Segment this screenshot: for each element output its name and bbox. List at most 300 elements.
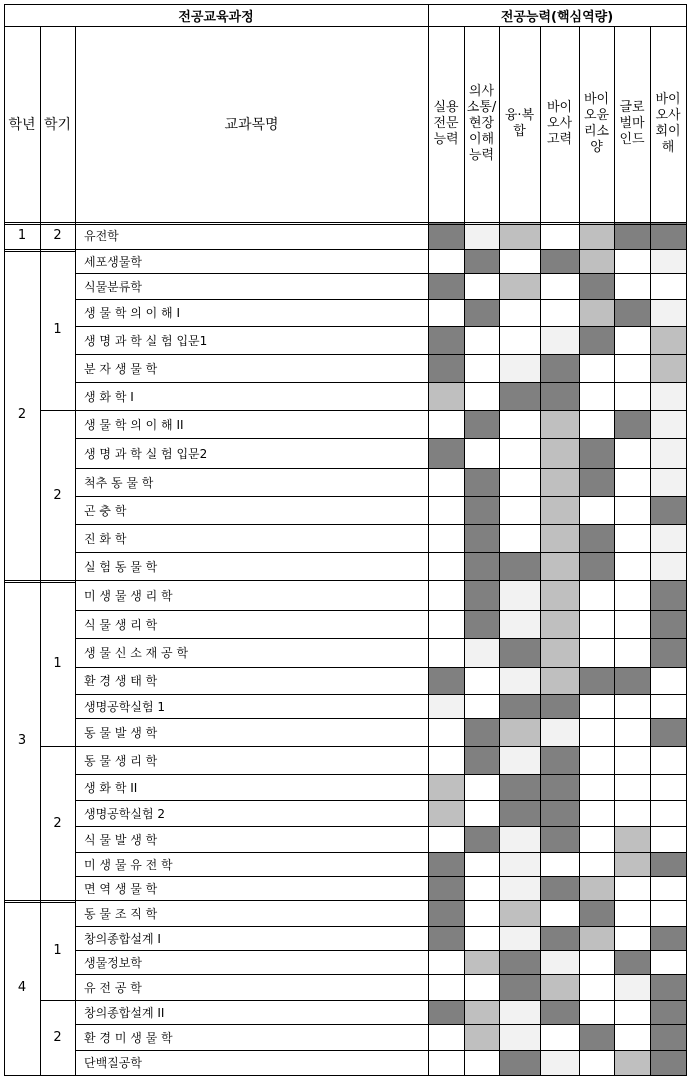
- grid-line: [4, 902, 75, 903]
- table-border: [4, 1075, 687, 1076]
- course-name: 동 물 생 리 학: [84, 753, 158, 768]
- grid-line: [75, 1050, 686, 1051]
- grid-line: [75, 667, 686, 668]
- competency-level-cell: [614, 746, 650, 774]
- course-name: 생 화 학 I: [84, 389, 134, 404]
- competency-level-cell: [499, 222, 540, 249]
- semester-label: 1: [53, 322, 62, 337]
- competency-level-cell: [614, 524, 650, 552]
- competency-level-cell: [650, 552, 686, 580]
- grid-line: [75, 694, 686, 695]
- competency-level-cell: [650, 950, 686, 974]
- competency-level-cell: [428, 610, 464, 638]
- competency-level-cell: [464, 524, 499, 552]
- year-label: 2: [17, 407, 27, 422]
- course-name: 생명공학실험 2: [84, 806, 166, 821]
- competency-level-cell: [540, 950, 579, 974]
- competency-level-cell: [499, 580, 540, 610]
- grid-line: [4, 582, 75, 583]
- competency-level-cell: [464, 354, 499, 382]
- grid-line: [4, 224, 686, 225]
- competency-level-cell: [428, 1050, 464, 1075]
- competency-level-cell: [540, 900, 579, 926]
- competency-level-cell: [579, 774, 614, 800]
- course-name: 식 물 생 리 학: [84, 617, 158, 632]
- competency-level-cell: [579, 900, 614, 926]
- competency-level-cell: [540, 222, 579, 249]
- course-name: 단백질공학: [84, 1056, 142, 1070]
- semester-label: 2: [53, 1030, 62, 1045]
- competency-level-cell: [428, 382, 464, 410]
- grid-line: [4, 251, 75, 252]
- competency-level-cell: [428, 974, 464, 1000]
- competency-level-cell: [579, 410, 614, 438]
- competency-level-cell: [464, 326, 499, 354]
- competency-level-cell: [579, 638, 614, 667]
- competency-level-cell: [540, 468, 579, 496]
- grid-line: [4, 900, 686, 901]
- competency-level-cell: [428, 354, 464, 382]
- competency-level-cell: [650, 1024, 686, 1050]
- competency-level-cell: [540, 1050, 579, 1075]
- group-header-competency: 전공능력(핵심역량): [500, 9, 614, 25]
- competency-level-cell: [499, 638, 540, 667]
- competency-level-cell: [614, 382, 650, 410]
- competency-level-cell: [579, 1050, 614, 1075]
- competency-level-cell: [499, 900, 540, 926]
- grid-line: [75, 718, 686, 719]
- competency-level-cell: [428, 524, 464, 552]
- competency-level-cell: [464, 746, 499, 774]
- course-name: 동 물 발 생 학: [84, 725, 158, 740]
- competency-level-cell: [499, 667, 540, 694]
- course-name: 분 자 생 물 학: [84, 361, 158, 376]
- competency-level-cell: [499, 273, 540, 299]
- competency-level-cell: [464, 826, 499, 852]
- competency-level-cell: [579, 826, 614, 852]
- competency-level-cell: [579, 326, 614, 354]
- competency-level-cell: [499, 1000, 540, 1024]
- competency-level-cell: [650, 299, 686, 326]
- grid-line: [75, 438, 686, 439]
- competency-level-cell: [650, 524, 686, 552]
- grid-line: [540, 26, 541, 1075]
- competency-level-cell: [428, 852, 464, 876]
- competency-level-cell: [650, 694, 686, 718]
- competency-level-cell: [540, 638, 579, 667]
- grid-line: [75, 273, 686, 274]
- table-border: [686, 4, 687, 1075]
- competency-level-cell: [428, 552, 464, 580]
- year-label: 1: [17, 228, 27, 243]
- competency-level-cell: [579, 382, 614, 410]
- competency-level-cell: [499, 552, 540, 580]
- grid-line: [75, 638, 686, 639]
- competency-level-cell: [428, 580, 464, 610]
- competency-level-cell: [579, 354, 614, 382]
- competency-level-cell: [428, 638, 464, 667]
- course-name: 생 물 학 의 이 해 I: [84, 306, 180, 320]
- grid-line: [75, 552, 686, 553]
- grid-line: [75, 354, 686, 355]
- course-name: 미 생 물 유 전 학: [84, 857, 173, 872]
- competency-level-cell: [614, 900, 650, 926]
- course-name: 생 명 과 학 실 험 입문2: [84, 446, 208, 461]
- competency-level-cell: [614, 354, 650, 382]
- semester-label: 2: [53, 815, 62, 831]
- competency-level-cell: [428, 249, 464, 273]
- course-name: 환 경 생 태 학: [84, 674, 158, 688]
- competency-level-cell: [650, 326, 686, 354]
- competency-level-cell: [540, 694, 579, 718]
- competency-level-cell: [579, 800, 614, 826]
- grid-line: [75, 524, 686, 525]
- competency-level-cell: [428, 746, 464, 774]
- competency-level-cell: [540, 524, 579, 552]
- competency-level-cell: [540, 746, 579, 774]
- competency-level-cell: [650, 638, 686, 667]
- semester-label: 2: [53, 487, 62, 503]
- competency-level-cell: [579, 974, 614, 1000]
- competency-level-cell: [540, 580, 579, 610]
- col-header-semester: 학기: [43, 117, 72, 133]
- competency-level-cell: [540, 273, 579, 299]
- course-name: 세포생물학: [84, 254, 142, 269]
- competency-header: 바이 오사 회이 해: [655, 92, 681, 155]
- competency-level-cell: [428, 826, 464, 852]
- competency-level-cell: [499, 438, 540, 468]
- competency-level-cell: [499, 610, 540, 638]
- competency-level-cell: [579, 876, 614, 900]
- competency-level-cell: [428, 718, 464, 746]
- competency-header: 의사 소통/ 현장 이해 능력: [466, 84, 497, 163]
- course-name: 실 험 동 물 학: [84, 559, 158, 574]
- competency-level-cell: [499, 468, 540, 496]
- competency-level-cell: [614, 718, 650, 746]
- competency-level-cell: [579, 926, 614, 950]
- course-name: 생명공학실험 1: [84, 699, 166, 714]
- competency-level-cell: [499, 382, 540, 410]
- year-label: 4: [17, 980, 27, 995]
- competency-level-cell: [614, 326, 650, 354]
- competency-level-cell: [540, 438, 579, 468]
- competency-level-cell: [614, 638, 650, 667]
- competency-level-cell: [464, 382, 499, 410]
- course-name: 유 전 공 학: [84, 980, 142, 995]
- competency-level-cell: [428, 1024, 464, 1050]
- competency-header: 글로 벌마 인드: [619, 100, 645, 147]
- competency-level-cell: [650, 222, 686, 249]
- competency-header: 실용 전문 능력: [433, 100, 459, 147]
- competency-level-cell: [614, 299, 650, 326]
- competency-level-cell: [428, 326, 464, 354]
- competency-level-cell: [650, 718, 686, 746]
- grid-line: [75, 746, 686, 747]
- course-name: 생 화 학 II: [84, 780, 138, 795]
- competency-level-cell: [499, 354, 540, 382]
- course-name: 식물분류학: [84, 279, 142, 294]
- competency-level-cell: [464, 1050, 499, 1075]
- competency-level-cell: [499, 718, 540, 746]
- competency-level-cell: [614, 667, 650, 694]
- semester-label: 1: [53, 942, 62, 958]
- competency-level-cell: [428, 900, 464, 926]
- competency-level-cell: [614, 222, 650, 249]
- competency-level-cell: [650, 1050, 686, 1075]
- table-border: [4, 4, 686, 5]
- competency-level-cell: [579, 580, 614, 610]
- competency-level-cell: [579, 950, 614, 974]
- course-name: 미 생 물 생 리 학: [84, 588, 173, 603]
- competency-level-cell: [428, 496, 464, 524]
- competency-level-cell: [464, 974, 499, 1000]
- grid-line: [75, 800, 686, 801]
- competency-level-cell: [499, 826, 540, 852]
- grid-line: [464, 26, 465, 1075]
- competency-level-cell: [428, 273, 464, 299]
- course-name: 생물정보학: [84, 955, 142, 970]
- competency-level-cell: [579, 524, 614, 552]
- competency-level-cell: [499, 299, 540, 326]
- competency-level-cell: [614, 694, 650, 718]
- competency-level-cell: [540, 1000, 579, 1024]
- grid-line: [75, 326, 686, 327]
- competency-level-cell: [540, 974, 579, 1000]
- competency-level-cell: [579, 468, 614, 496]
- course-name: 진 화 학: [84, 531, 127, 546]
- competency-level-cell: [650, 468, 686, 496]
- competency-level-cell: [464, 800, 499, 826]
- competency-level-cell: [650, 826, 686, 852]
- course-name: 식 물 발 생 학: [84, 832, 158, 847]
- competency-level-cell: [650, 852, 686, 876]
- competency-level-cell: [579, 694, 614, 718]
- competency-level-cell: [614, 950, 650, 974]
- competency-level-cell: [464, 468, 499, 496]
- competency-level-cell: [650, 580, 686, 610]
- competency-level-cell: [464, 1024, 499, 1050]
- competency-level-cell: [464, 718, 499, 746]
- grid-line: [40, 26, 41, 1075]
- course-name: 동 물 조 직 학: [84, 906, 158, 921]
- competency-level-cell: [428, 222, 464, 249]
- competency-level-cell: [540, 667, 579, 694]
- competency-level-cell: [614, 273, 650, 299]
- competency-level-cell: [579, 1024, 614, 1050]
- competency-level-cell: [499, 496, 540, 524]
- competency-level-cell: [464, 638, 499, 667]
- competency-level-cell: [540, 800, 579, 826]
- course-name: 유전학: [84, 229, 119, 243]
- competency-level-cell: [650, 876, 686, 900]
- competency-level-cell: [464, 273, 499, 299]
- competency-level-cell: [650, 900, 686, 926]
- grid-line: [75, 1024, 686, 1025]
- competency-level-cell: [650, 1000, 686, 1024]
- competency-level-cell: [540, 496, 579, 524]
- grid-line: [75, 382, 686, 383]
- course-name: 생 물 신 소 재 공 학: [84, 646, 189, 660]
- grid-line: [40, 1000, 75, 1001]
- competency-level-cell: [579, 667, 614, 694]
- competency-level-cell: [428, 667, 464, 694]
- grid-line: [4, 26, 686, 27]
- col-header-course: 교과목명: [224, 117, 279, 133]
- competency-level-cell: [428, 468, 464, 496]
- grid-line: [75, 610, 686, 611]
- grid-line: [75, 974, 686, 975]
- competency-level-cell: [650, 382, 686, 410]
- competency-level-cell: [540, 610, 579, 638]
- grid-line: [614, 26, 615, 1075]
- competency-level-cell: [614, 1024, 650, 1050]
- semester-label: 2: [53, 228, 62, 243]
- competency-level-cell: [499, 950, 540, 974]
- grid-line: [4, 222, 686, 223]
- competency-level-cell: [428, 299, 464, 326]
- competency-level-cell: [499, 1050, 540, 1075]
- semester-label: 1: [53, 655, 62, 671]
- competency-level-cell: [650, 249, 686, 273]
- competency-level-cell: [650, 800, 686, 826]
- competency-level-cell: [614, 552, 650, 580]
- competency-level-cell: [464, 852, 499, 876]
- competency-level-cell: [614, 1050, 650, 1075]
- course-name: 면 역 생 물 학: [84, 881, 158, 896]
- competency-header: 바이 오사 고력: [546, 100, 573, 147]
- competency-level-cell: [579, 496, 614, 524]
- competency-level-cell: [579, 552, 614, 580]
- competency-level-cell: [650, 974, 686, 1000]
- competency-level-cell: [428, 876, 464, 900]
- grid-line: [75, 496, 686, 497]
- competency-level-cell: [614, 410, 650, 438]
- grid-line: [75, 926, 686, 927]
- course-name: 창의종합설계 I: [84, 931, 161, 946]
- competency-level-cell: [428, 774, 464, 800]
- competency-level-cell: [650, 610, 686, 638]
- course-name: 환 경 미 생 물 학: [84, 1030, 173, 1045]
- grid-line: [75, 26, 76, 1075]
- table-border: [4, 4, 5, 1075]
- grid-line: [579, 26, 580, 1075]
- competency-level-cell: [464, 299, 499, 326]
- competency-level-cell: [614, 774, 650, 800]
- competency-level-cell: [614, 610, 650, 638]
- grid-line: [40, 746, 75, 747]
- course-name: 곤 충 학: [84, 503, 127, 518]
- competency-level-cell: [499, 524, 540, 552]
- competency-level-cell: [499, 852, 540, 876]
- competency-level-cell: [650, 746, 686, 774]
- competency-level-cell: [428, 800, 464, 826]
- competency-level-cell: [464, 667, 499, 694]
- competency-level-cell: [499, 746, 540, 774]
- competency-level-cell: [579, 299, 614, 326]
- competency-header: 융·복 합: [504, 108, 535, 139]
- col-header-year: 학년: [8, 117, 36, 133]
- competency-level-cell: [464, 926, 499, 950]
- grid-line: [499, 26, 500, 1075]
- competency-level-cell: [464, 774, 499, 800]
- competency-level-cell: [428, 694, 464, 718]
- competency-level-cell: [614, 249, 650, 273]
- grid-line: [75, 299, 686, 300]
- competency-level-cell: [499, 800, 540, 826]
- competency-level-cell: [499, 876, 540, 900]
- competency-level-cell: [650, 774, 686, 800]
- competency-level-cell: [579, 610, 614, 638]
- competency-level-cell: [540, 552, 579, 580]
- competency-level-cell: [614, 438, 650, 468]
- competency-level-cell: [650, 926, 686, 950]
- course-name: 생 물 학 의 이 해 II: [84, 417, 184, 432]
- grid-line: [75, 468, 686, 469]
- competency-level-cell: [540, 826, 579, 852]
- competency-level-cell: [499, 926, 540, 950]
- competency-level-cell: [650, 273, 686, 299]
- competency-level-cell: [428, 410, 464, 438]
- grid-line: [428, 4, 429, 1075]
- competency-level-cell: [540, 299, 579, 326]
- grid-line: [75, 852, 686, 853]
- competency-level-cell: [579, 273, 614, 299]
- competency-level-cell: [650, 354, 686, 382]
- competency-level-cell: [428, 1000, 464, 1024]
- competency-level-cell: [614, 926, 650, 950]
- grid-line: [40, 1075, 75, 1076]
- grid-line: [4, 580, 686, 581]
- competency-level-cell: [540, 249, 579, 273]
- competency-level-cell: [428, 926, 464, 950]
- competency-level-cell: [464, 900, 499, 926]
- competency-level-cell: [540, 382, 579, 410]
- competency-level-cell: [650, 667, 686, 694]
- competency-level-cell: [428, 950, 464, 974]
- competency-level-cell: [614, 496, 650, 524]
- grid-line: [75, 410, 686, 411]
- grid-line: [75, 876, 686, 877]
- competency-level-cell: [540, 410, 579, 438]
- competency-level-cell: [499, 694, 540, 718]
- grid-line: [75, 1000, 686, 1001]
- competency-level-cell: [499, 249, 540, 273]
- competency-level-cell: [579, 746, 614, 774]
- competency-level-cell: [499, 774, 540, 800]
- competency-level-cell: [579, 249, 614, 273]
- competency-level-cell: [614, 1000, 650, 1024]
- competency-level-cell: [464, 222, 499, 249]
- competency-level-cell: [464, 610, 499, 638]
- year-label: 3: [17, 732, 27, 748]
- competency-level-cell: [499, 326, 540, 354]
- group-header-curriculum: 전공교육과정: [178, 9, 254, 25]
- competency-level-cell: [579, 852, 614, 876]
- competency-level-cell: [499, 974, 540, 1000]
- competency-level-cell: [540, 354, 579, 382]
- grid-line: [650, 26, 651, 1075]
- competency-level-cell: [464, 410, 499, 438]
- competency-level-cell: [579, 718, 614, 746]
- competency-level-cell: [540, 852, 579, 876]
- competency-level-cell: [614, 974, 650, 1000]
- course-name: 척추 동 물 학: [84, 475, 154, 490]
- competency-level-cell: [540, 926, 579, 950]
- competency-level-cell: [614, 826, 650, 852]
- competency-level-cell: [614, 468, 650, 496]
- competency-level-cell: [650, 496, 686, 524]
- course-name: 생 명 과 학 실 험 입문1: [84, 333, 208, 348]
